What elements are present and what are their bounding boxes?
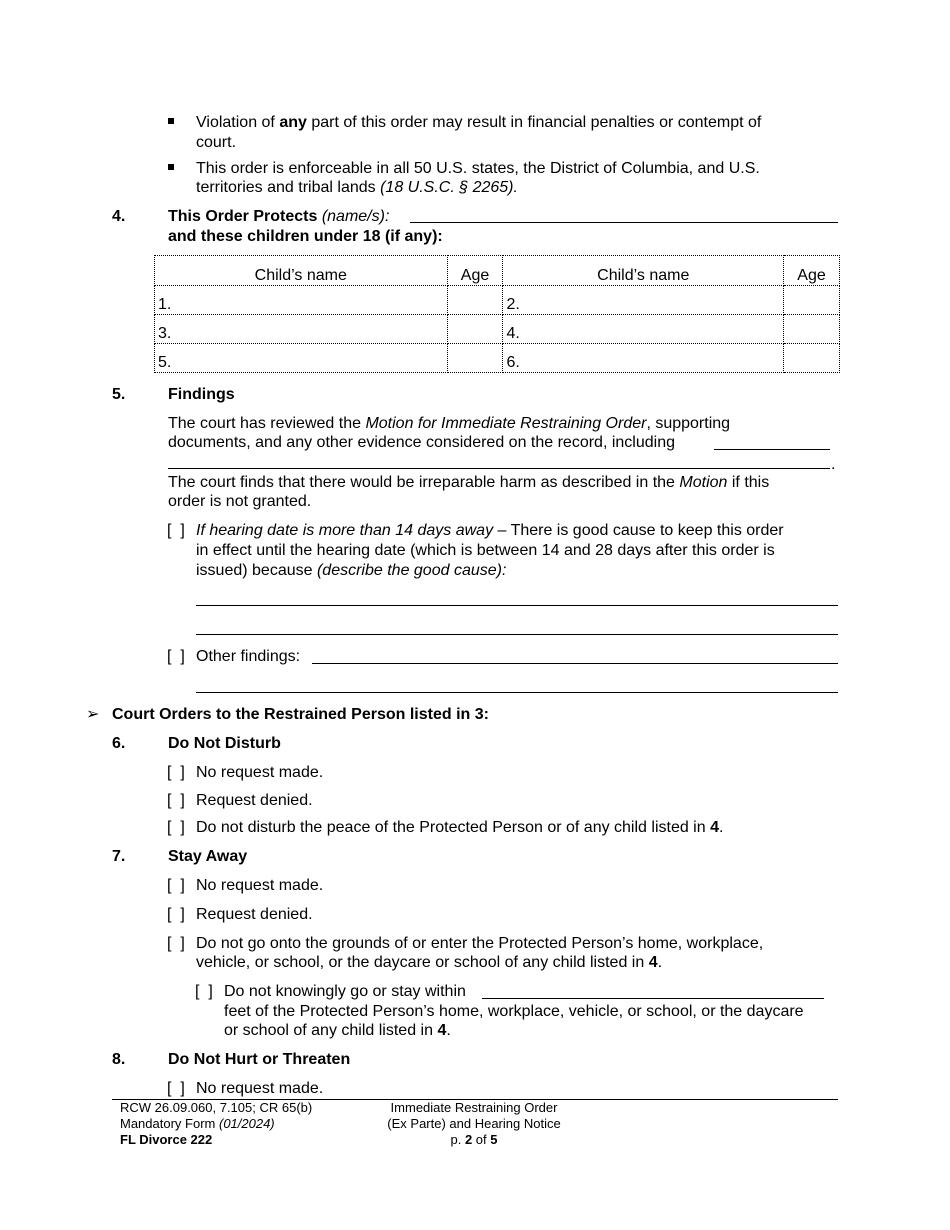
option-text: Do not disturb the peace of the Protected Person or of any child listed in: [196, 819, 711, 836]
footer-page-number: [374, 1132, 574, 1148]
child-name-cell[interactable]: 2.: [503, 286, 784, 315]
protected-names-field[interactable]: [410, 222, 838, 223]
distance-feet-field[interactable]: [482, 998, 824, 999]
request-denied-label: Request denied.: [196, 792, 313, 809]
footer-left: [120, 1100, 312, 1148]
section-5-number: 5.: [112, 386, 126, 403]
request-denied-checkbox[interactable]: [ ]: [167, 792, 185, 809]
child-name-cell[interactable]: 3.: [155, 315, 448, 344]
section-4-children-label: and these children under 18 (if any):: [168, 228, 443, 245]
footer-statute: RCW 26.09.060, 7.105; CR 65(b): [120, 1100, 313, 1115]
footer-text: p.: [450, 1132, 465, 1147]
distance-label-line3: [224, 1021, 451, 1040]
bullet-marker: [168, 118, 174, 124]
condition-text: If hearing date is more than 14 days away: [196, 522, 494, 539]
do-not-disturb-checkbox[interactable]: [ ]: [167, 819, 185, 836]
good-cause-line2: in effect until the hearing date (which is between 14 and 28 days after this order is: [196, 542, 775, 559]
bullet-text: part of this order may result in financial penalties or contempt of: [306, 114, 762, 131]
bullet-violation: [196, 113, 761, 132]
option-text: or school of any child listed in: [224, 1022, 438, 1039]
good-cause-text: [196, 521, 784, 540]
good-cause-checkbox[interactable]: [ ]: [167, 522, 185, 539]
irreparable-harm-line2: order is not granted.: [168, 493, 312, 510]
stay-away-checkbox[interactable]: [ ]: [167, 935, 185, 952]
other-findings-field[interactable]: [196, 692, 838, 693]
stay-away-label-line2: [196, 953, 662, 972]
footer-subtitle: (Ex Parte) and Hearing Notice: [387, 1116, 561, 1131]
section-5-title: Findings: [168, 386, 235, 403]
statute-citation: (18 U.S.C. § 2265).: [380, 179, 518, 196]
section-title: This Order Protects: [168, 208, 318, 225]
child-name-cell[interactable]: 5.: [155, 344, 448, 373]
paragraph-text: if this: [727, 474, 770, 491]
children-table: [154, 255, 840, 373]
section-ref: 4: [437, 1022, 447, 1039]
column-header-age: Age: [447, 256, 503, 286]
other-findings-label: Other findings:: [196, 648, 301, 665]
irreparable-harm-text: [168, 473, 769, 492]
section-8-title: Do Not Hurt or Threaten: [168, 1051, 351, 1068]
evidence-field[interactable]: [714, 449, 830, 450]
arrow-icon: ➢: [86, 706, 100, 723]
child-age-cell[interactable]: [447, 286, 503, 315]
footer-text: Mandatory Form: [120, 1116, 219, 1131]
current-page: 2: [464, 1132, 473, 1147]
no-request-label: No request made.: [196, 764, 324, 781]
section-4-number: 4.: [112, 208, 126, 225]
table-row: [155, 344, 840, 373]
section-6-title: Do Not Disturb: [168, 735, 281, 752]
court-orders-heading: Court Orders to the Restrained Person listed in 3:: [112, 706, 489, 723]
good-cause-line3: [196, 561, 506, 580]
motion-title: Motion for Immediate Restraining Order: [365, 415, 647, 432]
section-ref: 4: [710, 819, 719, 836]
option-text: .: [657, 954, 663, 971]
child-age-cell[interactable]: [447, 315, 503, 344]
section-4-title: [168, 207, 389, 226]
column-header-child-name: Child’s name: [155, 256, 448, 286]
good-cause-field[interactable]: [196, 634, 838, 635]
option-text: – There is good cause to keep this order: [493, 522, 784, 539]
findings-paragraph: [168, 414, 730, 433]
no-request-label: No request made.: [196, 1080, 324, 1097]
total-pages: 5: [490, 1132, 498, 1147]
section-ref: 4: [648, 954, 658, 971]
option-text: .: [446, 1022, 451, 1039]
bullet-enforceable-line2: [196, 178, 518, 197]
option-text: .: [718, 819, 724, 836]
child-age-cell[interactable]: [784, 344, 840, 373]
child-name-cell[interactable]: 4.: [503, 315, 784, 344]
child-age-cell[interactable]: [447, 344, 503, 373]
evidence-field-period: .: [831, 456, 836, 473]
option-text: vehicle, or school, or the daycare or school of any child listed in: [196, 954, 649, 971]
evidence-field-continued[interactable]: [168, 468, 830, 469]
no-request-checkbox[interactable]: [ ]: [167, 764, 185, 781]
good-cause-field[interactable]: [196, 605, 838, 606]
findings-paragraph-line2: documents, and any other evidence considered on the record, including: [168, 434, 675, 451]
child-name-cell[interactable]: 1.: [155, 286, 448, 315]
request-denied-checkbox[interactable]: [ ]: [167, 906, 185, 923]
no-request-checkbox[interactable]: [ ]: [167, 877, 185, 894]
motion-ref: Motion: [679, 474, 728, 491]
paragraph-text: The court finds that there would be irreparable harm as described in the: [168, 474, 680, 491]
section-8-number: 8.: [112, 1051, 126, 1068]
distance-label-line2: feet of the Protected Person’s home, workplace, vehicle, or school, or the daycare: [224, 1003, 804, 1020]
bullet-marker: [168, 164, 174, 170]
no-request-checkbox[interactable]: [ ]: [167, 1080, 185, 1097]
table-row: [155, 286, 840, 315]
column-header-child-name: Child’s name: [503, 256, 784, 286]
bullet-text: Violation of: [196, 114, 280, 131]
footer-date: (01/2024): [218, 1116, 275, 1131]
table-header-row: [155, 256, 840, 286]
table-row: [155, 315, 840, 344]
field-hint: (name/s):: [317, 208, 390, 225]
distance-label: Do not knowingly go or stay within: [224, 983, 466, 1000]
distance-checkbox[interactable]: [ ]: [195, 983, 213, 1000]
page-footer: [112, 1099, 838, 1147]
other-findings-field[interactable]: [312, 663, 838, 664]
bullet-bold: any: [279, 114, 307, 131]
footer-middle: [374, 1100, 574, 1148]
footer-form-id: FL Divorce 222: [120, 1132, 213, 1147]
bullet-text: territories and tribal lands: [196, 179, 381, 196]
footer-text: of: [472, 1132, 491, 1147]
section-6-number: 6.: [112, 735, 126, 752]
child-age-cell[interactable]: [784, 286, 840, 315]
paragraph-text: The court has reviewed the: [168, 415, 366, 432]
paragraph-text: , supporting: [646, 415, 731, 432]
do-not-disturb-label: [196, 818, 723, 837]
footer-title: Immediate Restraining Order: [390, 1100, 558, 1115]
bullet-enforceable: This order is enforceable in all 50 U.S. states, the District of Columbia, and U.S.: [196, 160, 760, 177]
bullet-violation-line2: court.: [196, 134, 237, 151]
section-7-title: Stay Away: [168, 848, 248, 865]
no-request-label: No request made.: [196, 877, 324, 894]
request-denied-label: Request denied.: [196, 906, 313, 923]
field-hint: (describe the good cause):: [316, 562, 507, 579]
stay-away-label: Do not go onto the grounds of or enter the Protected Person’s home, workplace,: [196, 935, 764, 952]
column-header-age: Age: [784, 256, 840, 286]
section-7-number: 7.: [112, 848, 126, 865]
child-name-cell[interactable]: 6.: [503, 344, 784, 373]
other-findings-checkbox[interactable]: [ ]: [167, 648, 185, 665]
option-text: issued) because: [196, 562, 317, 579]
footer-form-type: [120, 1116, 312, 1132]
child-age-cell[interactable]: [784, 315, 840, 344]
